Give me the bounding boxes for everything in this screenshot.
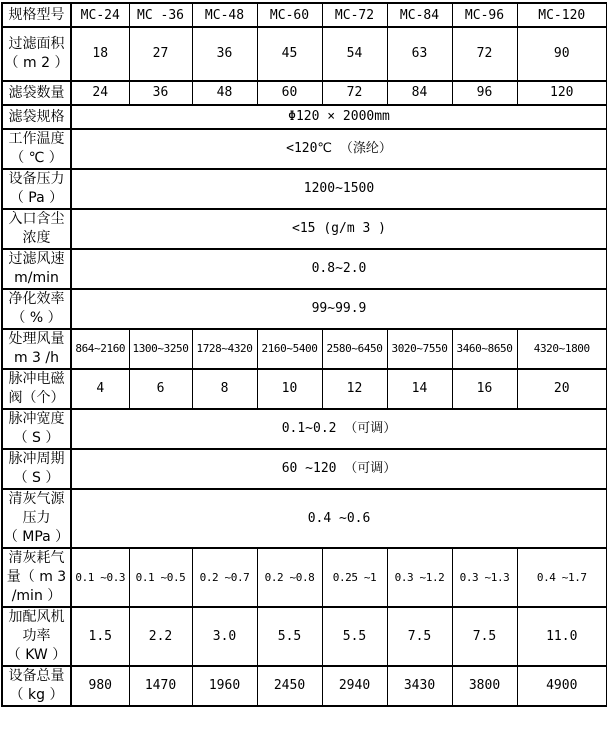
value-cell: 6 xyxy=(129,369,192,409)
value-cell: 7.5 xyxy=(387,607,452,666)
row-label-line: 浓度 xyxy=(22,230,51,246)
value-cell: 10 xyxy=(257,369,322,409)
table-row xyxy=(2,329,607,369)
row-label-line: 净化效率 xyxy=(8,291,65,307)
row-label-line: 功率 xyxy=(22,628,51,644)
merged-value-cell: <120℃ （涤纶） xyxy=(71,129,607,169)
table-row xyxy=(2,607,607,666)
value-cell: 0.1 ~0.5 xyxy=(129,548,192,607)
row-label-line: 清灰气源 xyxy=(8,491,65,507)
merged-value-cell: 60 ~120 （可调） xyxy=(71,449,607,489)
value-cell: 2.2 xyxy=(129,607,192,666)
row-label-line: （ kg ） xyxy=(9,687,64,703)
row-label xyxy=(2,607,71,666)
table-row xyxy=(2,249,607,289)
row-label-line: 脉冲周期 xyxy=(8,451,65,467)
table-row xyxy=(2,209,607,249)
value-cell: 4900 xyxy=(517,666,607,706)
merged-value-cell: <15 (g/m 3 ) xyxy=(71,209,607,249)
merged-value-cell: 1200~1500 xyxy=(71,169,607,209)
row-label xyxy=(2,449,71,489)
row-label-line: （ S ） xyxy=(13,470,60,486)
value-cell: 18 xyxy=(71,27,129,81)
value-cell: 96 xyxy=(452,81,517,105)
spec-header-row xyxy=(2,3,607,27)
row-label-line: （ Pa ） xyxy=(9,190,64,206)
value-cell: 7.5 xyxy=(452,607,517,666)
value-cell: 63 xyxy=(387,27,452,81)
row-label-line: （ m 2 ） xyxy=(4,55,69,71)
value-cell: 980 xyxy=(71,666,129,706)
row-label xyxy=(2,666,71,706)
value-cell: 1728~4320 xyxy=(192,329,257,369)
model-header-cell: MC-72 xyxy=(322,3,387,27)
row-label-line: 量（ m 3 xyxy=(6,569,67,585)
value-cell: 0.4 ~1.7 xyxy=(517,548,607,607)
value-cell: 3020~7550 xyxy=(387,329,452,369)
model-header-cell: MC-24 xyxy=(71,3,129,27)
value-cell: 1960 xyxy=(192,666,257,706)
value-cell: 0.3 ~1.2 xyxy=(387,548,452,607)
row-label xyxy=(2,249,71,289)
model-header-cell: MC-96 xyxy=(452,3,517,27)
row-label xyxy=(2,169,71,209)
merged-value-cell: 99~99.9 xyxy=(71,289,607,329)
row-label-line: m/min xyxy=(14,270,59,286)
table-row xyxy=(2,409,607,449)
value-cell: 8 xyxy=(192,369,257,409)
value-cell: 3800 xyxy=(452,666,517,706)
table-row xyxy=(2,449,607,489)
value-cell: 36 xyxy=(192,27,257,81)
row-label-line: 设备压力 xyxy=(8,171,65,187)
row-label-line: 处理风量 xyxy=(8,331,65,347)
value-cell: 0.2 ~0.7 xyxy=(192,548,257,607)
row-label-line: 过滤面积 xyxy=(8,36,65,52)
row-label-line: （ % ） xyxy=(11,310,62,326)
value-cell: 1.5 xyxy=(71,607,129,666)
row-label xyxy=(2,409,71,449)
value-cell: 0.25 ~1 xyxy=(322,548,387,607)
table-row xyxy=(2,105,607,129)
value-cell: 14 xyxy=(387,369,452,409)
value-cell: 27 xyxy=(129,27,192,81)
row-label-line: 脉冲电磁 xyxy=(8,371,65,387)
row-label-line: （ ℃ ） xyxy=(10,150,63,166)
merged-value-cell: 0.1~0.2 （可调） xyxy=(71,409,607,449)
table-row xyxy=(2,81,607,105)
value-cell: 0.1 ~0.3 xyxy=(71,548,129,607)
value-cell: 72 xyxy=(452,27,517,81)
row-label-line: 过滤风速 xyxy=(8,251,65,267)
row-label-line: （ KW ） xyxy=(6,647,67,663)
row-label xyxy=(2,489,71,548)
model-header-cell: MC-48 xyxy=(192,3,257,27)
model-header-cell: MC -36 xyxy=(129,3,192,27)
table-row xyxy=(2,169,607,209)
row-label-line: 清灰耗气 xyxy=(8,550,65,566)
value-cell: 60 xyxy=(257,81,322,105)
merged-value-cell: 0.4 ~0.6 xyxy=(71,489,607,548)
row-label xyxy=(2,548,71,607)
row-label xyxy=(2,27,71,81)
row-label xyxy=(2,209,71,249)
row-label xyxy=(2,329,71,369)
value-cell: 54 xyxy=(322,27,387,81)
value-cell: 120 xyxy=(517,81,607,105)
model-header-cell: MC-60 xyxy=(257,3,322,27)
table-row xyxy=(2,129,607,169)
value-cell: 84 xyxy=(387,81,452,105)
value-cell: 2940 xyxy=(322,666,387,706)
value-cell: 20 xyxy=(517,369,607,409)
value-cell: 2450 xyxy=(257,666,322,706)
row-label xyxy=(2,129,71,169)
value-cell: 2580~6450 xyxy=(322,329,387,369)
row-label-header: 规格型号 xyxy=(2,3,71,27)
row-label-line: 入口含尘 xyxy=(8,211,65,227)
value-cell: 0.2 ~0.8 xyxy=(257,548,322,607)
row-label-line: 滤袋规格 xyxy=(8,108,65,125)
row-label xyxy=(2,105,71,129)
product-spec-table xyxy=(1,2,607,707)
value-cell: 45 xyxy=(257,27,322,81)
row-label xyxy=(2,369,71,409)
row-label-line: （ MPa ） xyxy=(3,529,70,545)
value-cell: 4 xyxy=(71,369,129,409)
value-cell: 24 xyxy=(71,81,129,105)
row-label-line: 压力 xyxy=(22,510,51,526)
model-header-cell: MC-84 xyxy=(387,3,452,27)
row-label-line: 滤袋数量 xyxy=(8,84,65,101)
value-cell: 12 xyxy=(322,369,387,409)
table-row xyxy=(2,548,607,607)
value-cell: 3.0 xyxy=(192,607,257,666)
row-label xyxy=(2,81,71,105)
value-cell: 5.5 xyxy=(322,607,387,666)
table-row xyxy=(2,369,607,409)
value-cell: 48 xyxy=(192,81,257,105)
value-cell: 90 xyxy=(517,27,607,81)
value-cell: 1300~3250 xyxy=(129,329,192,369)
row-label-line: 加配风机 xyxy=(8,609,65,625)
value-cell: 5.5 xyxy=(257,607,322,666)
table-row xyxy=(2,489,607,548)
value-cell: 36 xyxy=(129,81,192,105)
value-cell: 0.3 ~1.3 xyxy=(452,548,517,607)
row-label-line: 工作温度 xyxy=(8,131,65,147)
merged-value-cell: Φ120 × 2000mm xyxy=(71,105,607,129)
value-cell: 1470 xyxy=(129,666,192,706)
row-label-line: 脉冲宽度 xyxy=(8,411,65,427)
value-cell: 3430 xyxy=(387,666,452,706)
value-cell: 2160~5400 xyxy=(257,329,322,369)
row-label xyxy=(2,289,71,329)
row-label-line: （ S ） xyxy=(13,430,60,446)
value-cell: 864~2160 xyxy=(71,329,129,369)
table-row xyxy=(2,666,607,706)
row-label-line: 设备总量 xyxy=(8,668,65,684)
value-cell: 11.0 xyxy=(517,607,607,666)
merged-value-cell: 0.8~2.0 xyxy=(71,249,607,289)
table-row xyxy=(2,27,607,81)
table-row xyxy=(2,289,607,329)
row-label-line: m 3 /h xyxy=(13,350,60,366)
row-label-line: /min ） xyxy=(11,588,62,604)
value-cell: 3460~8650 xyxy=(452,329,517,369)
value-cell: 72 xyxy=(322,81,387,105)
value-cell: 16 xyxy=(452,369,517,409)
value-cell: 4320~1800 xyxy=(517,329,607,369)
row-label-line: 阀（个） xyxy=(8,390,65,406)
model-header-cell: MC-120 xyxy=(517,3,607,27)
